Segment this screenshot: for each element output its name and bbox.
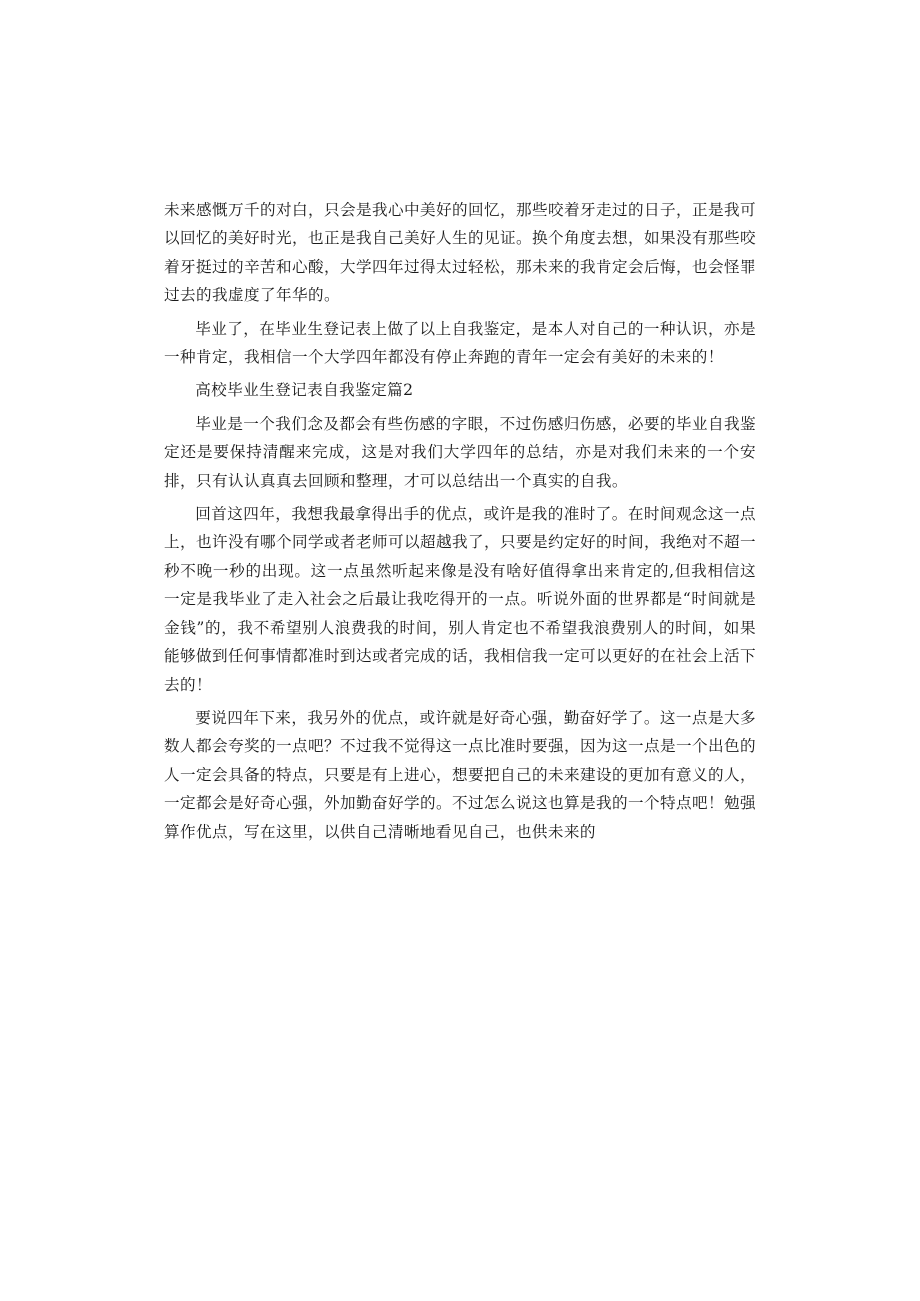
paragraph-intro: 毕业是一个我们念及都会有些伤感的字眼，不过伤感归伤感，必要的毕业自我鉴定还是要保持清醒来完成，这是对我们大学四年的总结，亦是对我们未来的一个安排，只有认认真真去回顾和整理，才可以总结出一个真实的自我。: [164, 414, 756, 490]
paragraph-curiosity: 要说四年下来，我另外的优点，或许就是好奇心强，勤奋好学了。这一点是大多数人都会夸奖的一点吧？不过我不觉得这一点比准时要强，因为这一点是一个出色的人一定会具备的特点，只要是有上进心，想要把自己的未来建设的更加有意义的人，一定都会是好奇心强，外加勤奋好学的。不过怎么说这也算是我的一个特点吧！勉强算作优点，写在这里，以供自己清晰地看见自己，也供未来的: [164, 708, 756, 841]
paragraph-continuation: 未来感慨万千的对白，只会是我心中美好的回忆，那些咬着牙走过的日子，正是我可以回忆的美好时光，也正是我自己美好人生的见证。换个角度去想，如果没有那些咬着牙挺过的辛苦和心酸，大学四年过得太过轻松，那未来的我肯定会后悔，也会怪罪过去的我虚度了年华的。: [164, 201, 756, 305]
document-body: [164, 196, 756, 851]
paragraph-punctuality: 回首这四年，我想我最拿得出手的优点，或许是我的准时了。在时间观念这一点上，也许没有哪个同学或者老师可以超越我了，只要是约定好的时间，我绝对不超一秒不晚一秒的出现。这一点虽然听起来像是没有啥好值得拿出来肯定的,但我相信这一定是我毕业了走入社会之后最让我吃得开的一点。听说外面的世界都是“时间就是金钱”的，我不希望别人浪费我的时间，别人肯定也不希望我浪费别人的时间，如果能够做到任何事情都准时到达或者完成的话，我相信我一定可以更好的在社会上活下去的！: [164, 505, 756, 694]
section-heading: 高校毕业生登记表自我鉴定篇2: [195, 381, 414, 400]
paragraph-graduation-summary: 毕业了，在毕业生登记表上做了以上自我鉴定，是本人对自己的一种认识，亦是一种肯定，我相信一个大学四年都没有停止奔跑的青年一定会有美好的未来的！: [164, 319, 756, 367]
